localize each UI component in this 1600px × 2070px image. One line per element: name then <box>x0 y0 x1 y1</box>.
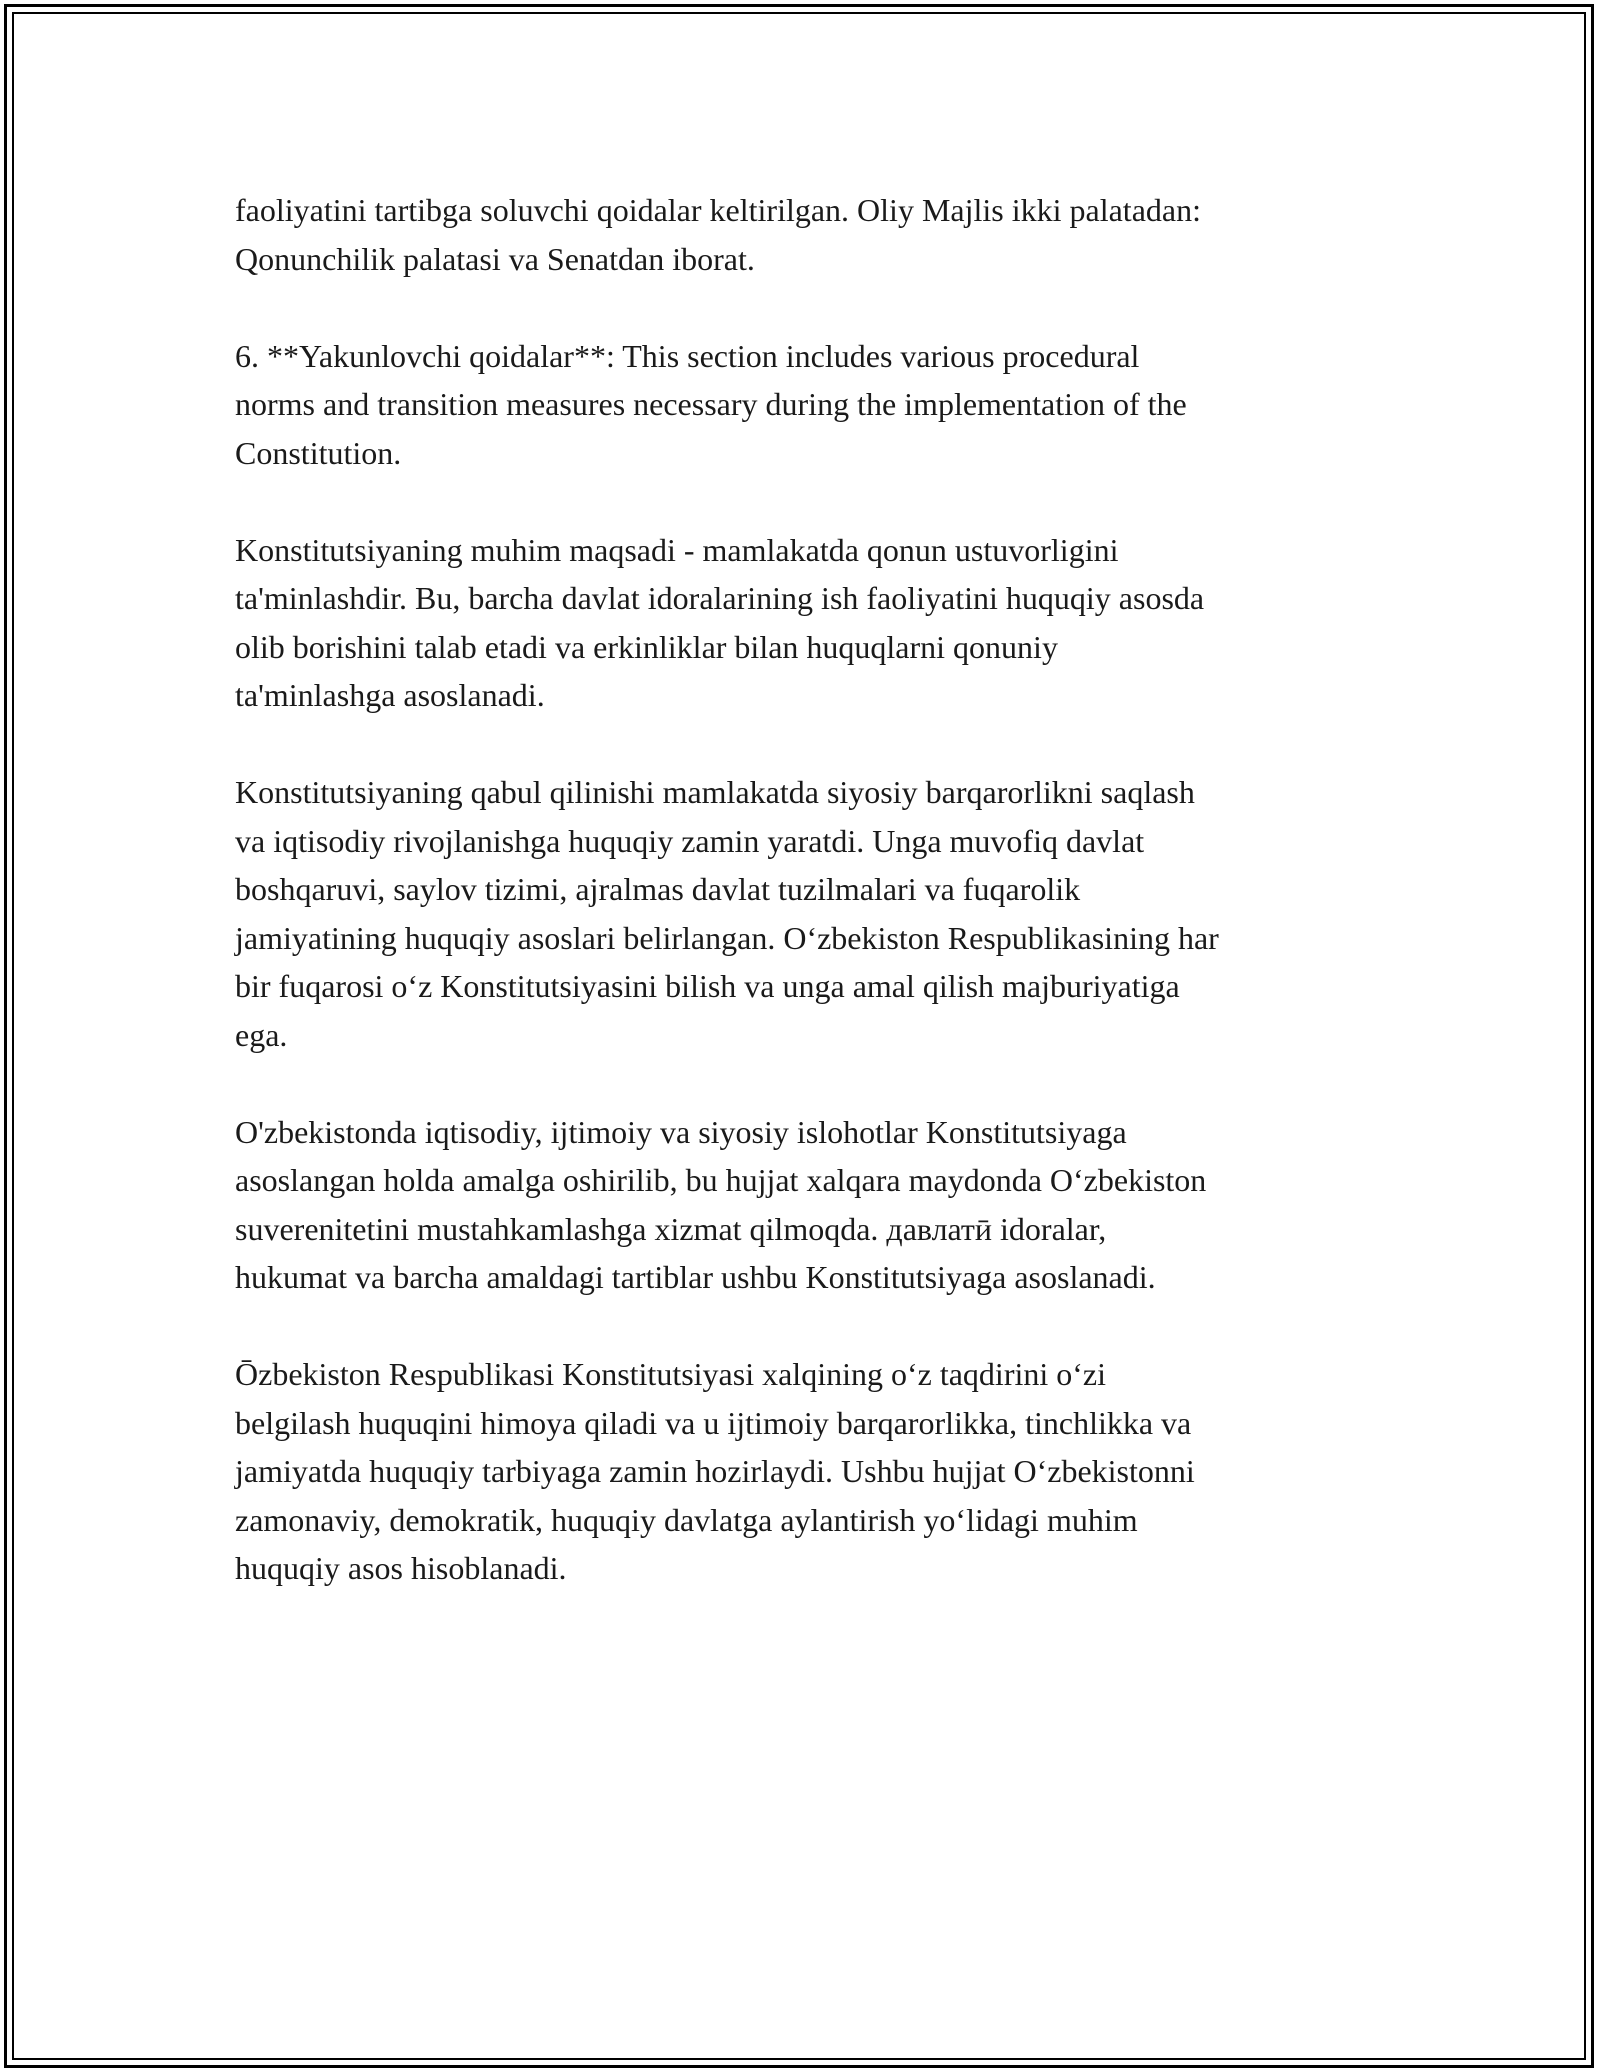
paragraph-political-stability: Konstitutsiyaning qabul qilinishi mamlakatda siyosiy barqarorlikni saqlash va iqtisodiy rivojlanishga huquqiy zamin yaratdi. Unga muvofiq davlat boshqaruvi, saylov tizimi, ajralmas davlat tuzilmalari va fuqarolik jamiyatining huquqiy asoslari belirlangan. O‘zbekiston Respublikasining har bir fuqarosi o‘z Konstitutsiyasini bilish va unga amal qilish majburiyatiga ega. <box>235 774 1219 1053</box>
paragraph-oliy-majlis: faoliyatini tartibga soluvchi qoidalar keltirilgan. Oliy Majlis ikki palatadan: Qonunchilik palatasi va Senatdan iborat. <box>235 192 1201 277</box>
document-body <box>235 186 1365 1641</box>
paragraph-reforms: O'zbekistonda iqtisodiy, ijtimoiy va siyosiy islohotlar Konstitutsiyaga asoslangan holda amalga oshirilib, bu hujjat xalqara maydonda O‘zbekiston suverenitetini mustahkamlashga xizmat qilmoqda. давлатӣ idoralar, hukumat va barcha amaldagi tartiblar ushbu Konstitutsiyaga asoslanadi. <box>235 1113 1207 1295</box>
paragraph-final-provisions: 6. **Yakunlovchi qoidalar**: This section includes various procedural norms and transition measures necessary during the implementation of the Constitution. <box>235 337 1187 471</box>
paragraph-rule-of-law: Konstitutsiyaning muhim maqsadi - mamlakatda qonun ustuvorligini ta'minlashdir. Bu, barcha davlat idoralarining ish faoliyatini huquqiy asosda olib borishini talab etadi va erkinliklar bilan huquqlarni qonuniy ta'minlashga asoslanadi. <box>235 531 1205 713</box>
paragraph-self-determination: Ōzbekiston Respublikasi Konstitutsiyasi xalqining o‘z taqdirini o‘zi belgilash huquqini himoya qiladi va u ijtimoiy barqarorlikka, tinchlikka va jamiyatda huquqiy tarbiyaga zamin hozirlaydi. Ushbu hujjat O‘zbekistonni zamonaviy, demokratik, huquqiy davlatga aylantirish yo‘lidagi muhim huquqiy asos hisoblanadi. <box>235 1356 1195 1586</box>
